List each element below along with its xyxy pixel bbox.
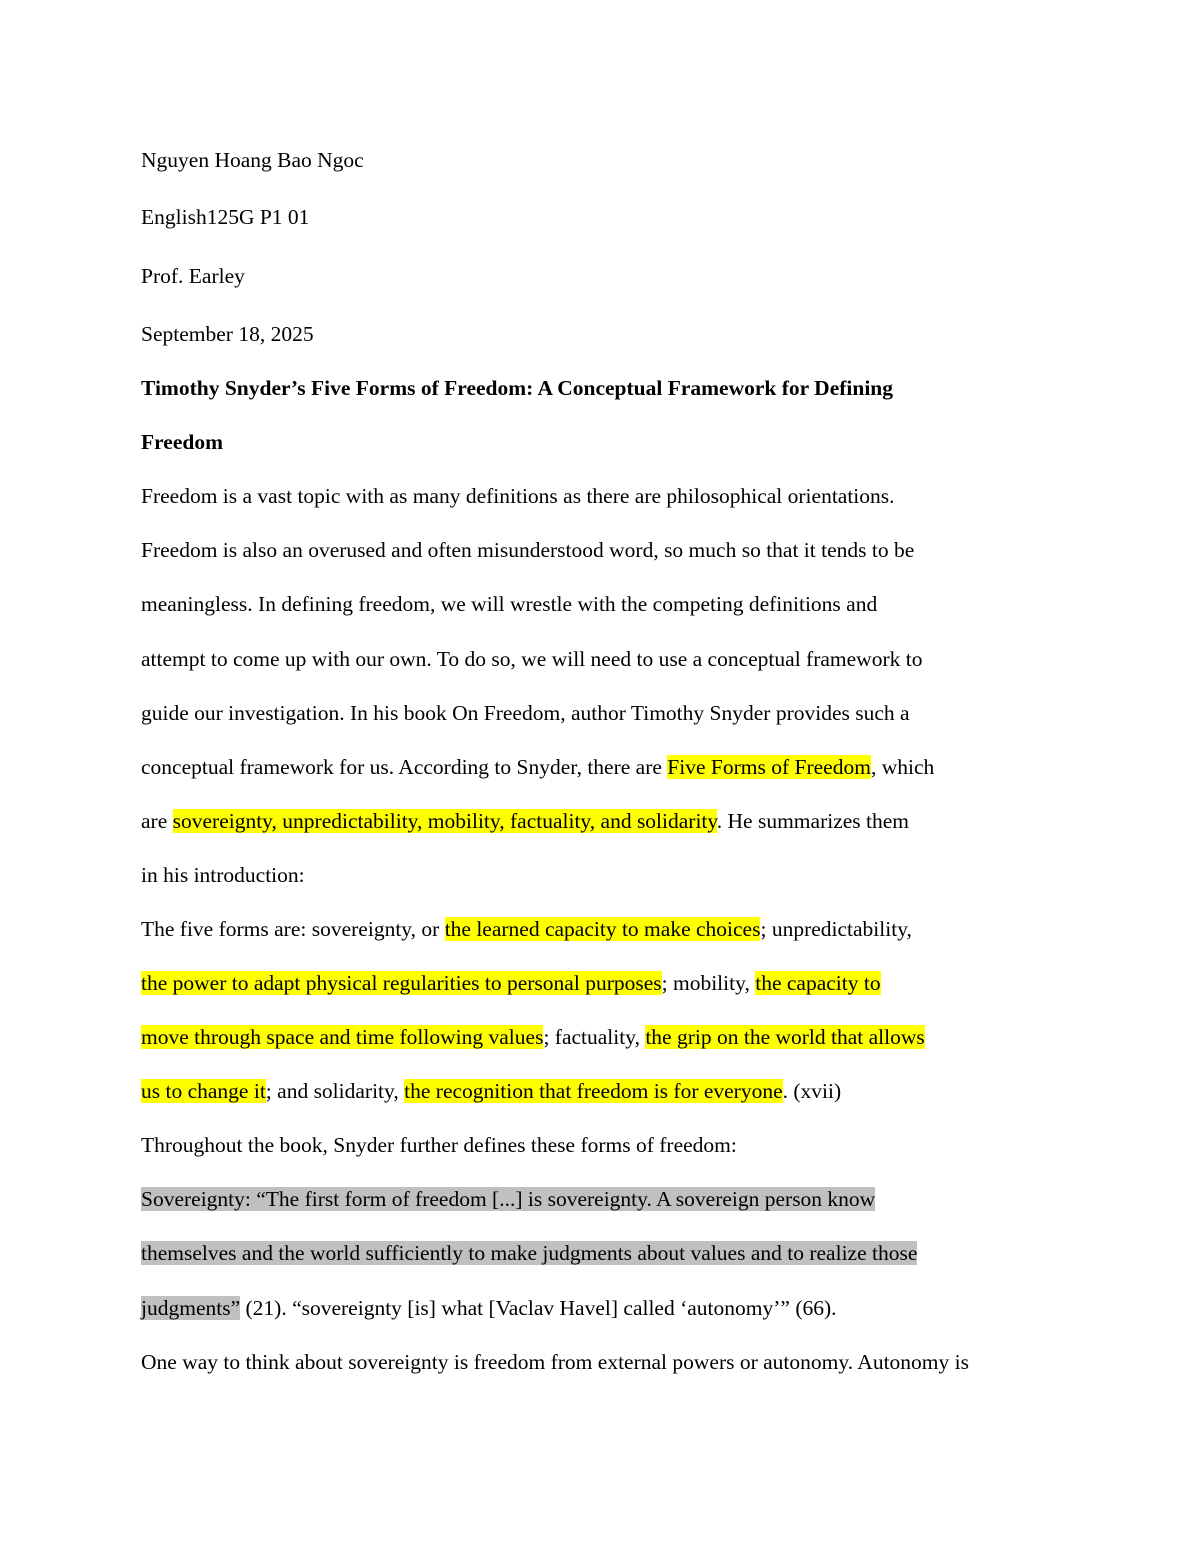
highlighted-text: sovereignty, unpredictability, mobility, factuality, and solidarity bbox=[172, 809, 717, 833]
text-run: (21). “sovereignty [is] what [Vaclav Havel] called ‘autonomy’” (66). bbox=[240, 1296, 837, 1320]
quote-line-3 bbox=[141, 1022, 925, 1052]
highlighted-text: the grip on the world that allows bbox=[645, 1025, 925, 1049]
quote-line-4 bbox=[141, 1076, 841, 1106]
highlighted-text: move through space and time following values bbox=[141, 1025, 544, 1049]
text-run: . (xvii) bbox=[782, 1079, 842, 1103]
paragraph-1-line-5: guide our investigation. In his book On Freedom, author Timothy Snyder provides such a bbox=[141, 701, 910, 725]
text-run: . He summarizes them bbox=[716, 809, 910, 833]
text-run: are bbox=[141, 809, 173, 833]
paragraph-2-line-1: Throughout the book, Snyder further defines these forms of freedom: bbox=[141, 1133, 737, 1157]
paragraph-1-line-1: Freedom is a vast topic with as many definitions as there are philosophical orientations. bbox=[141, 484, 895, 508]
sovereignty-line-2 bbox=[141, 1238, 917, 1268]
highlighted-text: us to change it bbox=[141, 1079, 266, 1103]
text-run: ; factuality, bbox=[543, 1025, 646, 1049]
highlighted-text: the power to adapt physical regularities to personal purposes bbox=[141, 971, 662, 995]
highlighted-text: the capacity to bbox=[755, 971, 881, 995]
highlighted-text: the recognition that freedom is for everyone bbox=[404, 1079, 783, 1103]
paragraph-3-line-1: One way to think about sovereignty is freedom from external powers or autonomy. Autonomy is bbox=[141, 1350, 969, 1374]
paragraph-1-line-6 bbox=[141, 752, 934, 782]
paragraph-1-line-8: in his introduction: bbox=[141, 863, 305, 887]
paragraph-1-line-3: meaningless. In defining freedom, we will wrestle with the competing definitions and bbox=[141, 592, 878, 616]
essay-title-line-1: Timothy Snyder’s Five Forms of Freedom: A Conceptual Framework for Defining bbox=[141, 376, 894, 400]
paragraph-1-line-2: Freedom is also an overused and often misunderstood word, so much so that it tends to be bbox=[141, 538, 915, 562]
highlighted-text: the learned capacity to make choices bbox=[444, 917, 761, 941]
paragraph-1-line-4: attempt to come up with our own. To do so, we will need to use a conceptual framework to bbox=[141, 647, 923, 671]
text-run: ; mobility, bbox=[661, 971, 756, 995]
quote-line-2 bbox=[141, 968, 881, 998]
text-run: ; unpredictability, bbox=[760, 917, 912, 941]
author-name: Nguyen Hoang Bao Ngoc bbox=[141, 148, 364, 172]
sovereignty-line-1 bbox=[141, 1184, 875, 1214]
gray-highlighted-text: judgments” bbox=[141, 1296, 241, 1320]
text-run: ; and solidarity, bbox=[265, 1079, 405, 1103]
text-run: The five forms are: sovereignty, or bbox=[141, 917, 445, 941]
highlighted-text: Five Forms of Freedom bbox=[667, 755, 871, 779]
text-run: , which bbox=[870, 755, 935, 779]
sovereignty-line-3 bbox=[141, 1293, 837, 1323]
quote-line-1 bbox=[141, 914, 912, 944]
text-run: conceptual framework for us. According to Snyder, there are bbox=[141, 755, 668, 779]
gray-highlighted-text: Sovereignty: “The first form of freedom [...] is sovereignty. A sovereign person know bbox=[141, 1187, 876, 1211]
essay-title-line-2: Freedom bbox=[141, 430, 223, 454]
gray-highlighted-text: themselves and the world sufficiently to make judgments about values and to realize those bbox=[141, 1241, 918, 1265]
professor-name: Prof. Earley bbox=[141, 264, 245, 288]
paragraph-1-line-7 bbox=[141, 806, 909, 836]
course-name: English125G P1 01 bbox=[141, 205, 310, 229]
essay-date: September 18, 2025 bbox=[141, 322, 314, 346]
